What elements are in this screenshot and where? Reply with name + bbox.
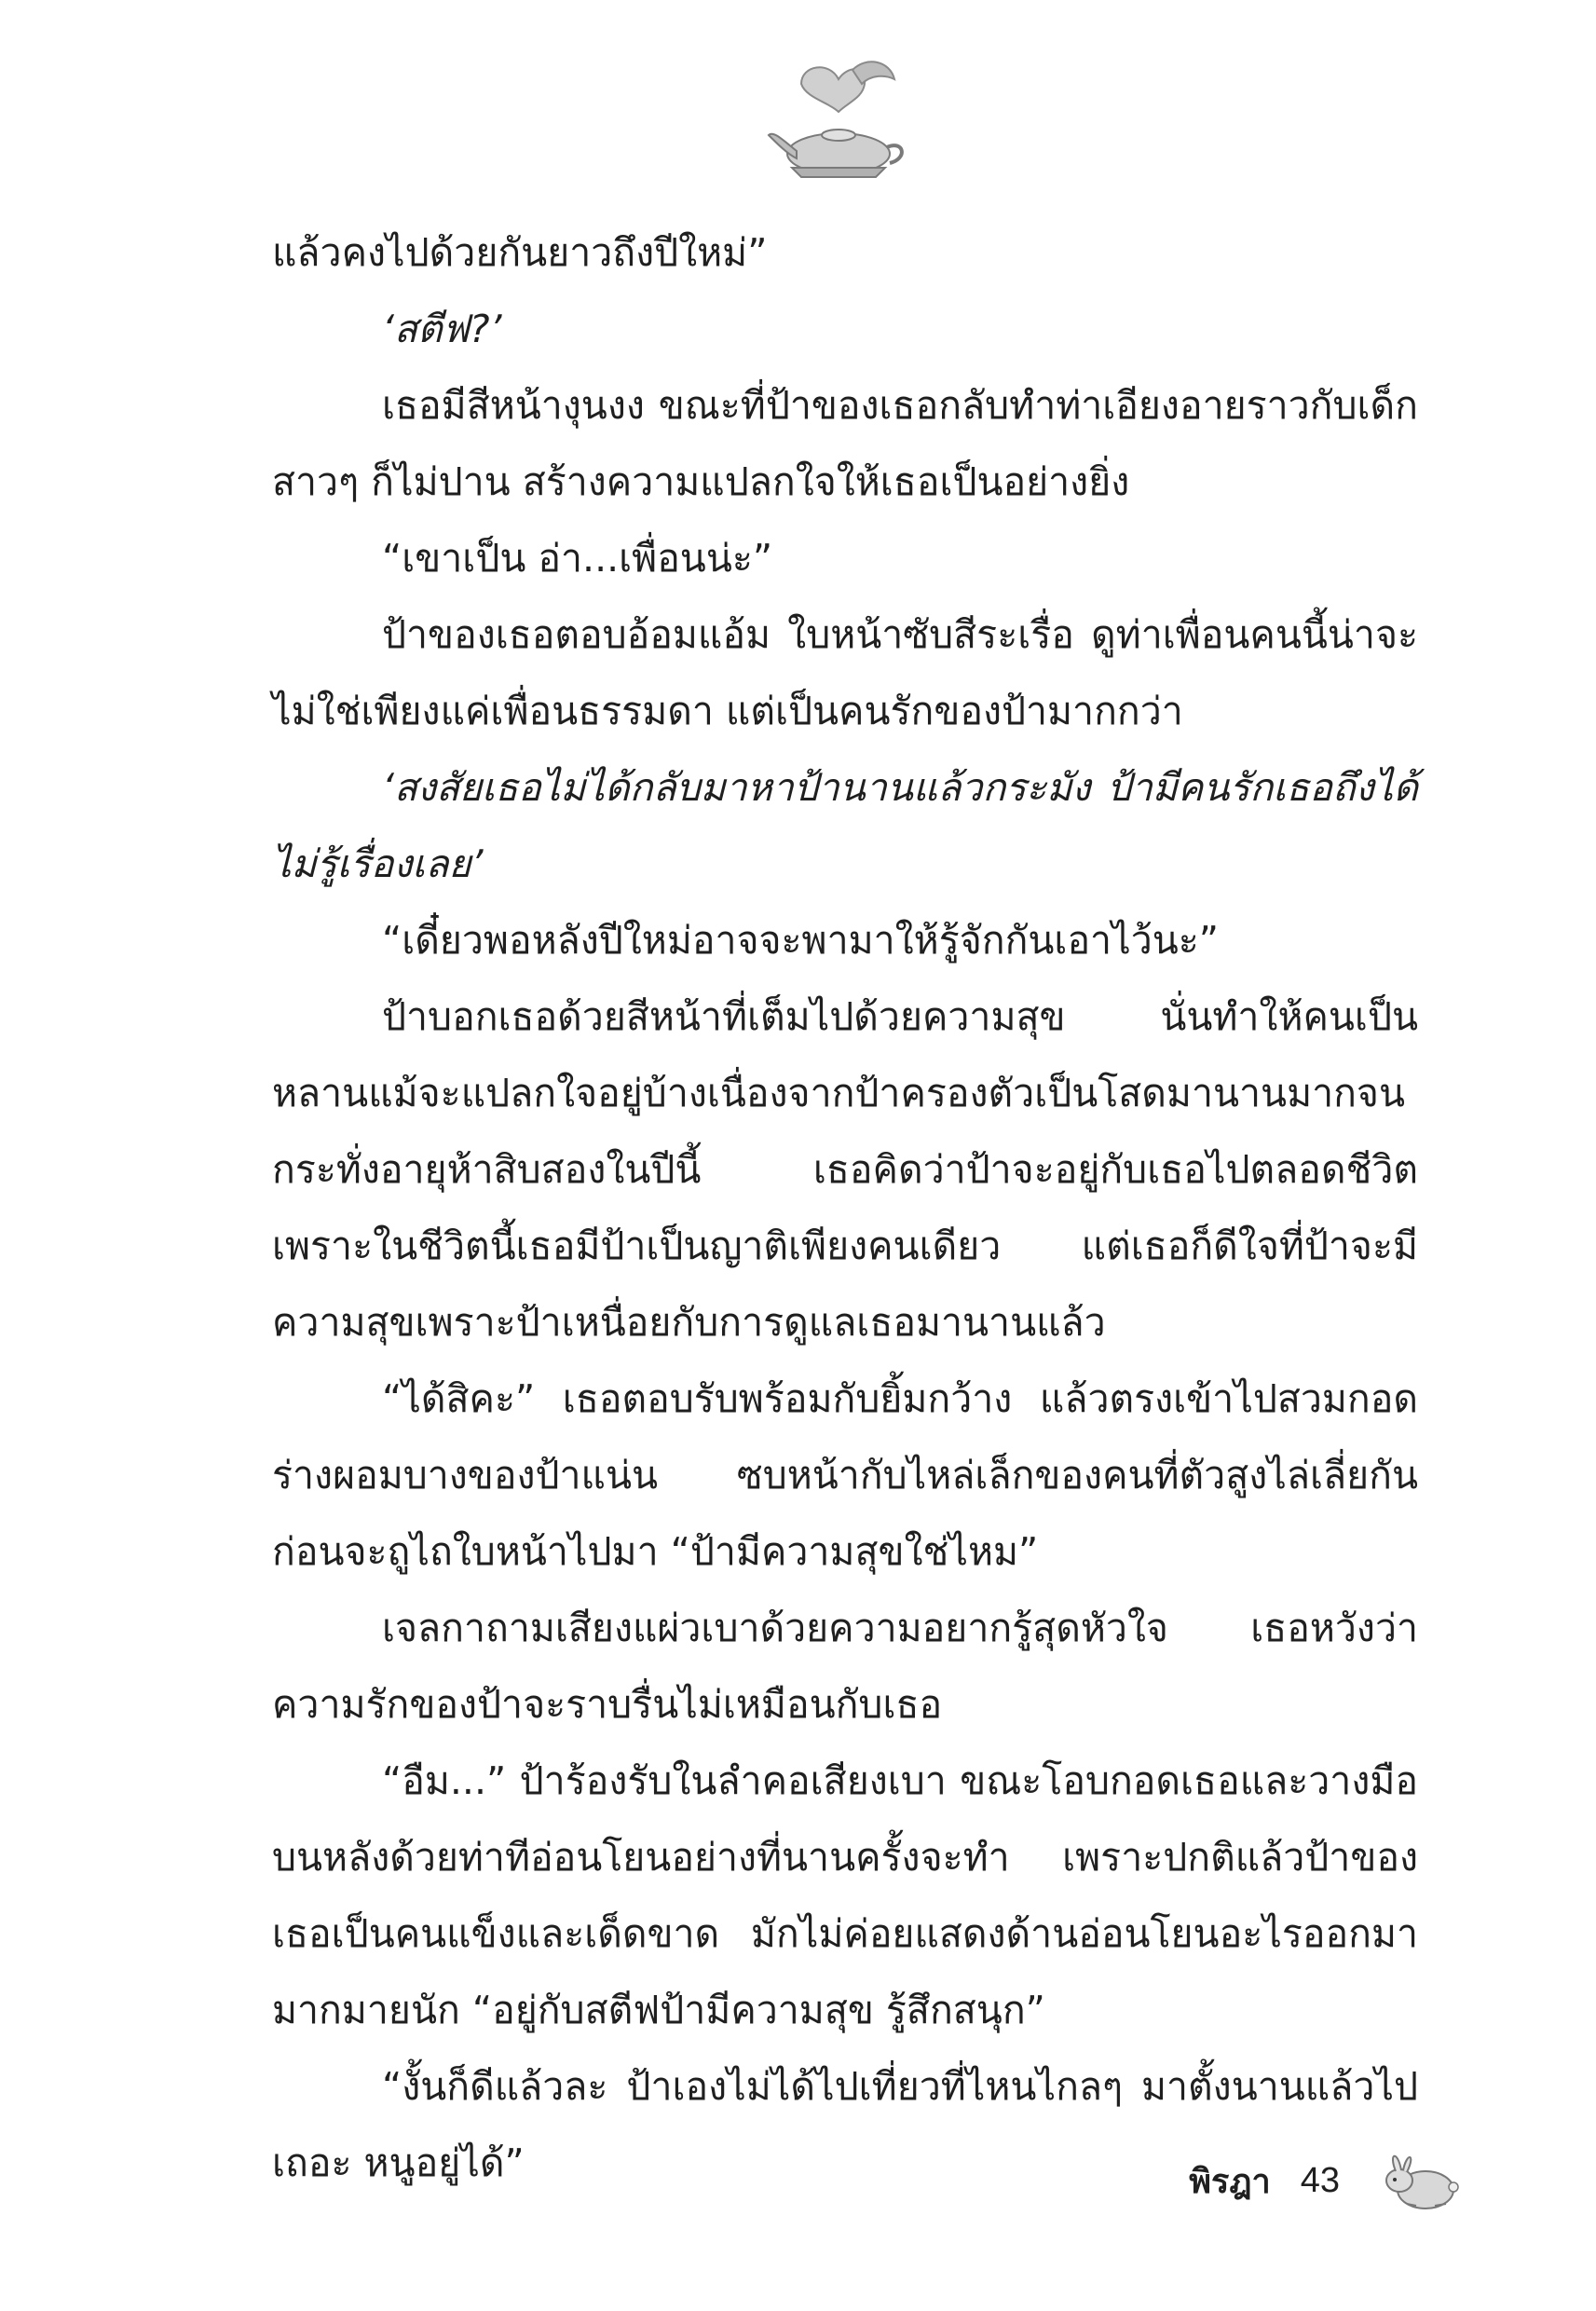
paragraph: “งั้นก็ดีแล้วละ ป้าเองไม่ได้ไปเที่ยวที่ไหนไกลๆ มาตั้งนานแล้วไปเถอะ หนูอยู่ได้” <box>272 2064 1418 2185</box>
teapot-ornament-icon <box>764 47 913 186</box>
paragraph: เธอมีสีหน้างุนงง ขณะที่ป้าของเธอกลับทำท่าเอียงอายราวกับเด็กสาวๆ ก็ไม่ปาน สร้างความแปลกใจให้เธอเป็นอย่างยิ่ง <box>272 383 1418 504</box>
paragraph: ป้าบอกเธอด้วยสีหน้าที่เต็มไปด้วยความสุข นั่นทำให้คนเป็นหลานแม้จะแปลกใจอยู่บ้างเนื่องจากป้าครองตัวเป็นโสดมานานมากจนกระทั่งอายุห้าสิบสองในปีนี้ เธอคิดว่าป้าจะอยู่กับเธอไปตลอดชีวิต เพราะในชีวิตนี้เธอมีป้าเป็นญาติเพียงคนเดียว แต่เธอก็ดีใจที่ป้าจะมีความสุขเพราะป้าเหนื่อยกับการดูแลเธอมานานแล้ว <box>272 994 1418 1345</box>
rabbit-icon <box>1379 2148 1463 2213</box>
body-text <box>272 214 1418 2201</box>
paragraph: แล้วคงไปด้วยกันยาวถึงปีใหม่” <box>272 230 768 275</box>
page-footer <box>1189 2139 1463 2222</box>
author-name: พิรฎา <box>1189 2162 1271 2201</box>
paragraph: “อืม...” ป้าร้องรับในลำคอเสียงเบา ขณะโอบกอดเธอและวางมือบนหลังด้วยท่าทีอ่อนโยนอย่างที่นานครั้งจะทำ เพราะปกติแล้วป้าของเธอเป็นคนแข็งและเด็ดขาด มักไม่ค่อยแสดงด้านอ่อนโยนอะไรออกมามากมายนัก “อยู่กับสตีฟป้ามีความสุข รู้สึกสนุก” <box>272 1758 1418 2032</box>
paragraph: ป้าของเธอตอบอ้อมแอ้ม ใบหน้าซับสีระเรื่อ ดูท่าเพื่อนคนนี้น่าจะไม่ใช่เพียงแค่เพื่อนธรรมดา แต่เป็นคนรักของป้ามากกว่า <box>272 612 1418 733</box>
paragraph: “เขาเป็น อ่า...เพื่อนน่ะ” <box>382 536 773 581</box>
paragraph: “ได้สิคะ” เธอตอบรับพร้อมกับยิ้มกว้าง แล้วตรงเข้าไปสวมกอดร่างผอมบางของป้าแน่น ซบหน้ากับไหล่เล็กของคนที่ตัวสูงไล่เลี่ยกันก่อนจะถูไถใบหน้าไปมา “ป้ามีความสุขใช่ไหม” <box>272 1376 1418 1574</box>
paragraph: ‘สตีฟ?’ <box>382 307 502 351</box>
paragraph: เจลกาถามเสียงแผ่วเบาด้วยความอยากรู้สุดหัวใจ เธอหวังว่าความรักของป้าจะราบรื่นไม่เหมือนกับเธอ <box>272 1606 1418 1727</box>
page-number: 43 <box>1300 2160 1340 2200</box>
paragraph: ‘สงสัยเธอไม่ได้กลับมาหาป้านานแล้วกระมัง ป้ามีคนรักเธอถึงได้ไม่รู้เรื่องเลย’ <box>272 765 1418 886</box>
paragraph: “เดี๋ยวพอหลังปีใหม่อาจจะพามาให้รู้จักกันเอาไว้นะ” <box>382 918 1220 963</box>
